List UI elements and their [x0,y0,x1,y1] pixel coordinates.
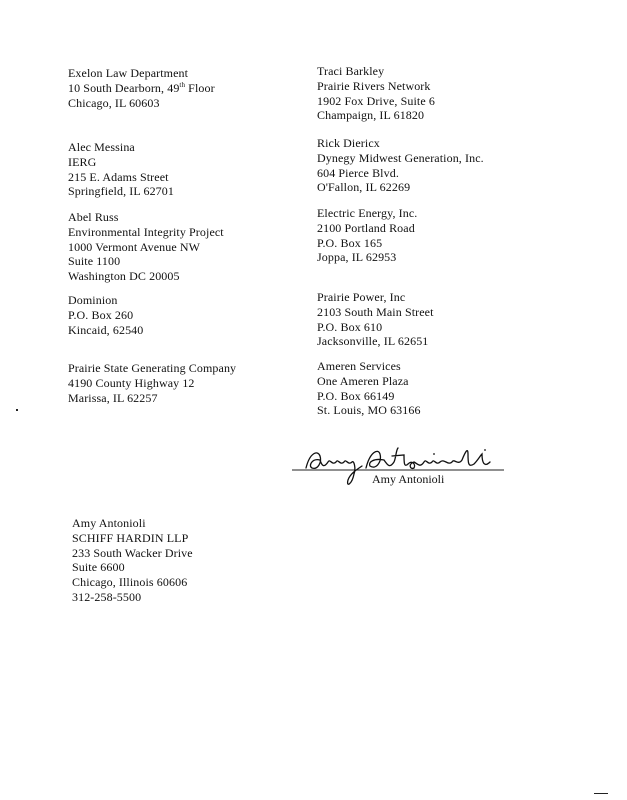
exelon-street: 10 South Dearborn, 49th Floor [68,80,215,95]
barkley-name: Traci Barkley [317,64,385,78]
address-messina [68,140,174,199]
diericx-name: Rick Diericx [317,136,380,150]
address-russ [68,210,224,284]
russ-street: 1000 Vermont Avenue NW [68,239,201,254]
sender-firm: SCHIFF HARDIN LLP [72,530,189,545]
messina-name: Alec Messina [68,140,135,154]
electric-energy-box: P.O. Box 165 [317,235,383,250]
exelon-city: Chicago, IL 60603 [68,95,160,110]
address-ameren [317,359,421,418]
address-diericx [317,136,484,195]
signature-printed-name: Amy Antonioli [372,472,445,486]
diericx-org: Dynegy Midwest Generation, Inc. [317,150,484,165]
prairie-state-street: 4190 County Highway 12 [68,375,195,390]
exelon-name: Exelon Law Department [68,66,189,80]
barkley-city: Champaign, IL 61820 [317,108,425,123]
ameren-box: P.O. Box 66149 [317,388,395,403]
address-prairie-state [68,361,236,405]
russ-org: Environmental Integrity Project [68,224,224,239]
messina-city: Springfield, IL 62701 [68,184,174,199]
address-barkley [317,64,435,123]
sender-city: Chicago, Illinois 60606 [72,575,188,590]
ameren-street: One Ameren Plaza [317,373,409,388]
prairie-power-street: 2103 South Main Street [317,304,434,319]
messina-street: 215 E. Adams Street [68,169,169,184]
dominion-city: Kincaid, 62540 [68,322,144,337]
electric-energy-name: Electric Energy, Inc. [317,206,418,220]
address-electric-energy [317,206,417,265]
signature-block [292,444,512,494]
dominion-name: Dominion [68,293,118,307]
sender-street: 233 South Wacker Drive [72,545,193,560]
address-prairie-power [317,290,434,349]
dominion-box: P.O. Box 260 [68,307,134,322]
ameren-city: St. Louis, MO 63166 [317,403,421,418]
prairie-power-box: P.O. Box 610 [317,319,383,334]
russ-name: Abel Russ [68,210,119,224]
address-dominion [68,293,143,337]
prairie-state-name: Prairie State Generating Company [68,361,237,375]
messina-org: IERG [68,154,97,169]
scan-speck [16,409,18,411]
address-exelon [68,66,215,110]
sender-block [72,516,193,605]
sender-name: Amy Antonioli [72,516,146,530]
prairie-power-city: Jacksonville, IL 62651 [317,334,429,349]
barkley-org: Prairie Rivers Network [317,78,431,93]
prairie-state-city: Marissa, IL 62257 [68,390,158,405]
diericx-city: O'Fallon, IL 62269 [317,180,411,195]
electric-energy-street: 2100 Portland Road [317,220,415,235]
prairie-power-name: Prairie Power, Inc [317,290,406,304]
russ-suite: Suite 1100 [68,254,121,269]
barkley-street: 1902 Fox Drive, Suite 6 [317,93,435,108]
sender-suite: Suite 6600 [72,560,125,575]
diericx-street: 604 Pierce Blvd. [317,165,399,180]
electric-energy-city: Joppa, IL 62953 [317,250,397,265]
russ-city: Washington DC 20005 [68,269,180,284]
ameren-name: Ameren Services [317,359,401,373]
sender-phone: 312-258-5500 [72,589,142,604]
scan-dash [594,793,608,794]
